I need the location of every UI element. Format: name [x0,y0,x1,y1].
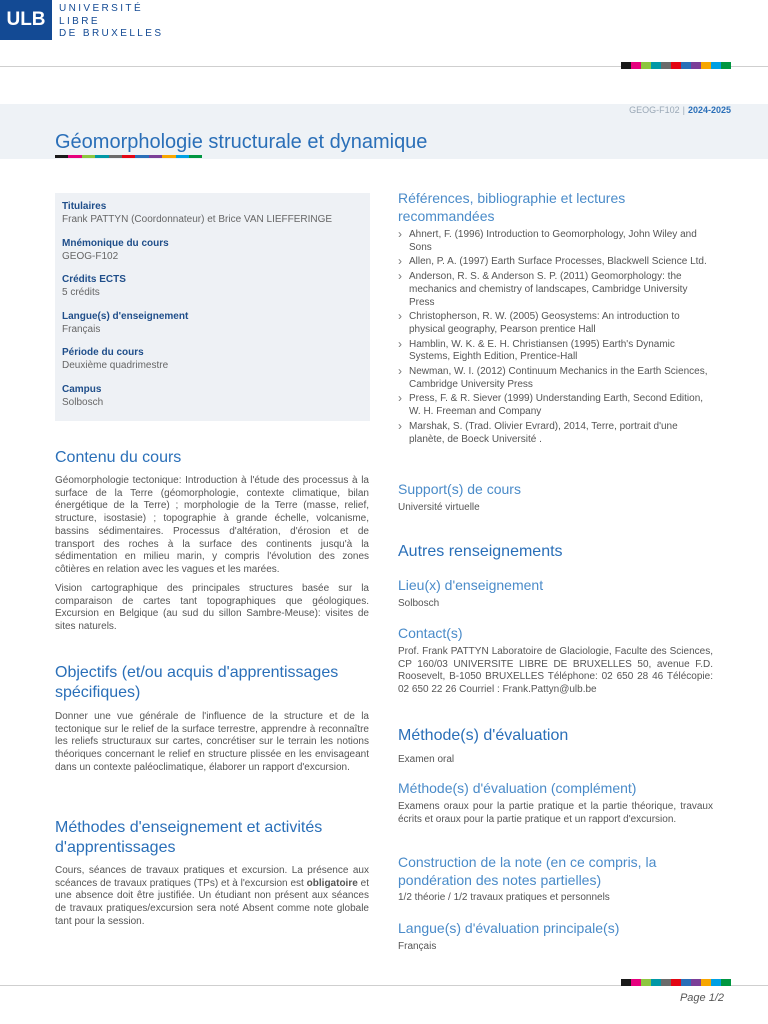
color-swatch [641,979,651,986]
color-swatch [691,62,701,69]
university-line-2: LIBRE [59,15,100,27]
section-note-title: Construction de la note (en ce compris, la pondération des notes partielles) [398,854,657,888]
langue-evaluation-value: Français [398,941,437,952]
color-swatch [162,155,175,158]
info-value: Frank PATTYN (Coordonnateur) et Brice VAN LIEFFERINGE [62,214,333,225]
color-swatch [681,62,691,69]
color-swatch [122,155,135,158]
color-swatch [671,62,681,69]
info-label: Campus [62,384,102,395]
support-value: Université virtuelle [398,502,480,513]
color-swatch [681,979,691,986]
info-label: Titulaires [62,201,107,212]
reference-item: › Anderson, R. S. & Anderson S. P. (2011) Geomorphology: the mechanics and chemistry of landscapes, Cambridge University Press [398,271,713,309]
code-separator: | [682,105,685,115]
info-value: GEOG-F102 [62,251,119,262]
reference-item: › Press, F. & R. Siever (1999) Understanding Earth, Second Edition, W. H. Freeman and Company [398,393,713,418]
color-swatch [691,979,701,986]
info-label: Langue(s) d'enseignement [62,311,189,322]
color-swatch [176,155,189,158]
info-langue [62,310,188,336]
color-swatch [701,62,711,69]
reference-item: › Allen, P. A. (1997) Earth Surface Processes, Blackwell Science Ltd. [398,256,713,269]
color-swatch [631,979,641,986]
reference-item: › Hamblin, W. K. & E. H. Christiansen (1995) Earth's Dynamic Systems, Eighth Edition, Prentice-Hall [398,339,713,364]
color-swatch [701,979,711,986]
info-value: Deuxième quadrimestre [62,360,169,371]
evaluation-complement-value: Examens oraux pour la partie pratique et la partie théorique, travaux écrits et oraux pour la partie pratique et un rapport d'excursion. [398,801,713,825]
info-credits [62,273,126,299]
section-evaluation-title: Méthode(s) d'évaluation [398,727,569,744]
university-name [59,3,163,41]
brand-color-bar-bottom [621,979,731,986]
page-number: Page 1/2 [679,992,724,1004]
reference-item: › Marshak, S. (Trad. Olivier Evrard), 2014, Terre, portrait d'une planète, de Boeck Université . [398,421,713,446]
section-objectifs-title: Objectifs (et/ou acquis d'apprentissages spécifiques) [55,664,339,701]
section-autres-title: Autres renseignements [398,543,563,560]
color-swatch [721,62,731,69]
academic-year: 2024-2025 [687,105,731,115]
evaluation-value: Examen oral [398,754,455,765]
color-swatch [631,62,641,69]
contenu-text-1: Géomorphologie tectonique: Introduction à l'étude des processus à la surface de la Terre (géomorphologie, contexte climatique, bilan énergétique de la Terre) ; morphologie de la Terre (masse, relief, structure, isostasie) ; topographie à grande échelle, volcanisme, bassins sédimentaires. Processus d'altération, d'érosion et de transport des roches à la surface des continents jusqu'à la sédimentation en milieu marin, y compris l'évolution des zones côtières en relation avec les vagues et les marées. [55,475,369,575]
methodes-text [55,865,369,929]
methodes-text-bold: obligatoire [306,877,358,889]
section-contact-title: Contact(s) [398,625,463,641]
info-label: Mnémonique du cours [62,238,169,249]
color-swatch [189,155,202,158]
references-list [398,229,713,448]
course-code-line [629,105,731,115]
color-swatch [68,155,81,158]
color-swatch [661,979,671,986]
color-swatch [711,62,721,69]
color-swatch [149,155,162,158]
color-swatch [82,155,95,158]
color-swatch [95,155,108,158]
info-label: Période du cours [62,347,144,358]
section-evaluation-complement-title: Méthode(s) d'évaluation (complément) [398,780,637,796]
color-swatch [711,979,721,986]
note-value: 1/2 théorie / 1/2 travaux pratiques et personnels [398,892,610,903]
section-references-title: Références, bibliographie et lectures recommandées [398,190,626,224]
info-label: Crédits ECTS [62,274,126,285]
color-swatch [651,62,661,69]
color-swatch [109,155,122,158]
info-campus [62,383,103,409]
page-title: Géomorphologie structurale et dynamique [55,131,428,153]
lieu-value: Solbosch [398,598,440,609]
reference-item: › Ahnert, F. (1996) Introduction to Geomorphology, John Wiley and Sons [398,229,713,254]
methodes-text-pre: Cours, séances de travaux pratiques et excursion. La présence aux scéances de travaux pratiques (TPs) et à l'excursion est [55,865,369,889]
color-swatch [661,62,671,69]
section-support-title: Support(s) de cours [398,481,521,497]
brand-color-bar-title [55,155,202,158]
ulb-logo: ULB [0,0,52,40]
university-line-3: DE BRUXELLES [59,28,164,39]
color-swatch [651,979,661,986]
color-swatch [621,62,631,69]
info-value: 5 crédits [62,287,100,298]
brand-color-bar-top [621,62,731,69]
reference-item: › Christopherson, R. W. (2005) Geosystems: An introduction to physical geography, Pearson prentice Hall [398,311,713,336]
info-periode [62,346,168,372]
course-info-box [55,193,370,421]
color-swatch [135,155,148,158]
course-code: GEOG-F102 [629,105,680,115]
color-swatch [641,62,651,69]
color-swatch [621,979,631,986]
section-contenu-title: Contenu du cours [55,449,182,466]
contenu-text-2: Vision cartographique des principales structures basée sur la comparaison de cartes tant topographiques que géologiques. Excursion en Belgique (au sud du sillon Sambre-Meuse): visites de sites naturels. [55,583,369,633]
contact-value: Prof. Frank PATTYN Laboratoire de Glaciologie, Faculte des Sciences, CP 160/03 UNIVERSITE LIBRE DE BRUXELLES 50, avenue F.D. Roosevelt, B-1050 BRUXELLES Téléphone: 02 650 28 46 Télécopie: 02 650 22 26 Courriel : Frank.Pattyn@ulb.be [398,646,713,696]
info-mnemonique [62,237,169,263]
reference-item: › Newman, W. I. (2012) Continuum Mechanics in the Earth Sciences, Cambridge University Press [398,366,713,391]
info-titulaires [62,200,332,226]
info-value: Français [62,324,101,335]
objectifs-text: Donner une vue générale de l'influence de la structure et de la tectonique sur le relief de la surface terrestre, apprendre à reconnaître les reliefs structuraux sur cartes, concrétiser sur le terrain les notions théoriques concernant le relief en structure plissée en les envisageant dans un contexte paléoclimatique, élaborer un rapport d'excursion. [55,711,369,773]
methodes-text-post: et une absence doit être justifiée. Un étudiant non présent aux séances de travaux pratiques/excursion sera noté Absent comme note globale tant pour la session. [55,877,369,927]
university-line-1: UNIVERSITÉ [59,3,144,14]
info-value: Solbosch [62,397,104,408]
section-lieu-title: Lieu(x) d'enseignement [398,577,544,593]
color-swatch [55,155,68,158]
section-methodes-title: Méthodes d'enseignement et activités d'apprentissages [55,819,323,856]
color-swatch [671,979,681,986]
section-langue-evaluation-title: Langue(s) d'évaluation principale(s) [398,920,620,936]
color-swatch [721,979,731,986]
